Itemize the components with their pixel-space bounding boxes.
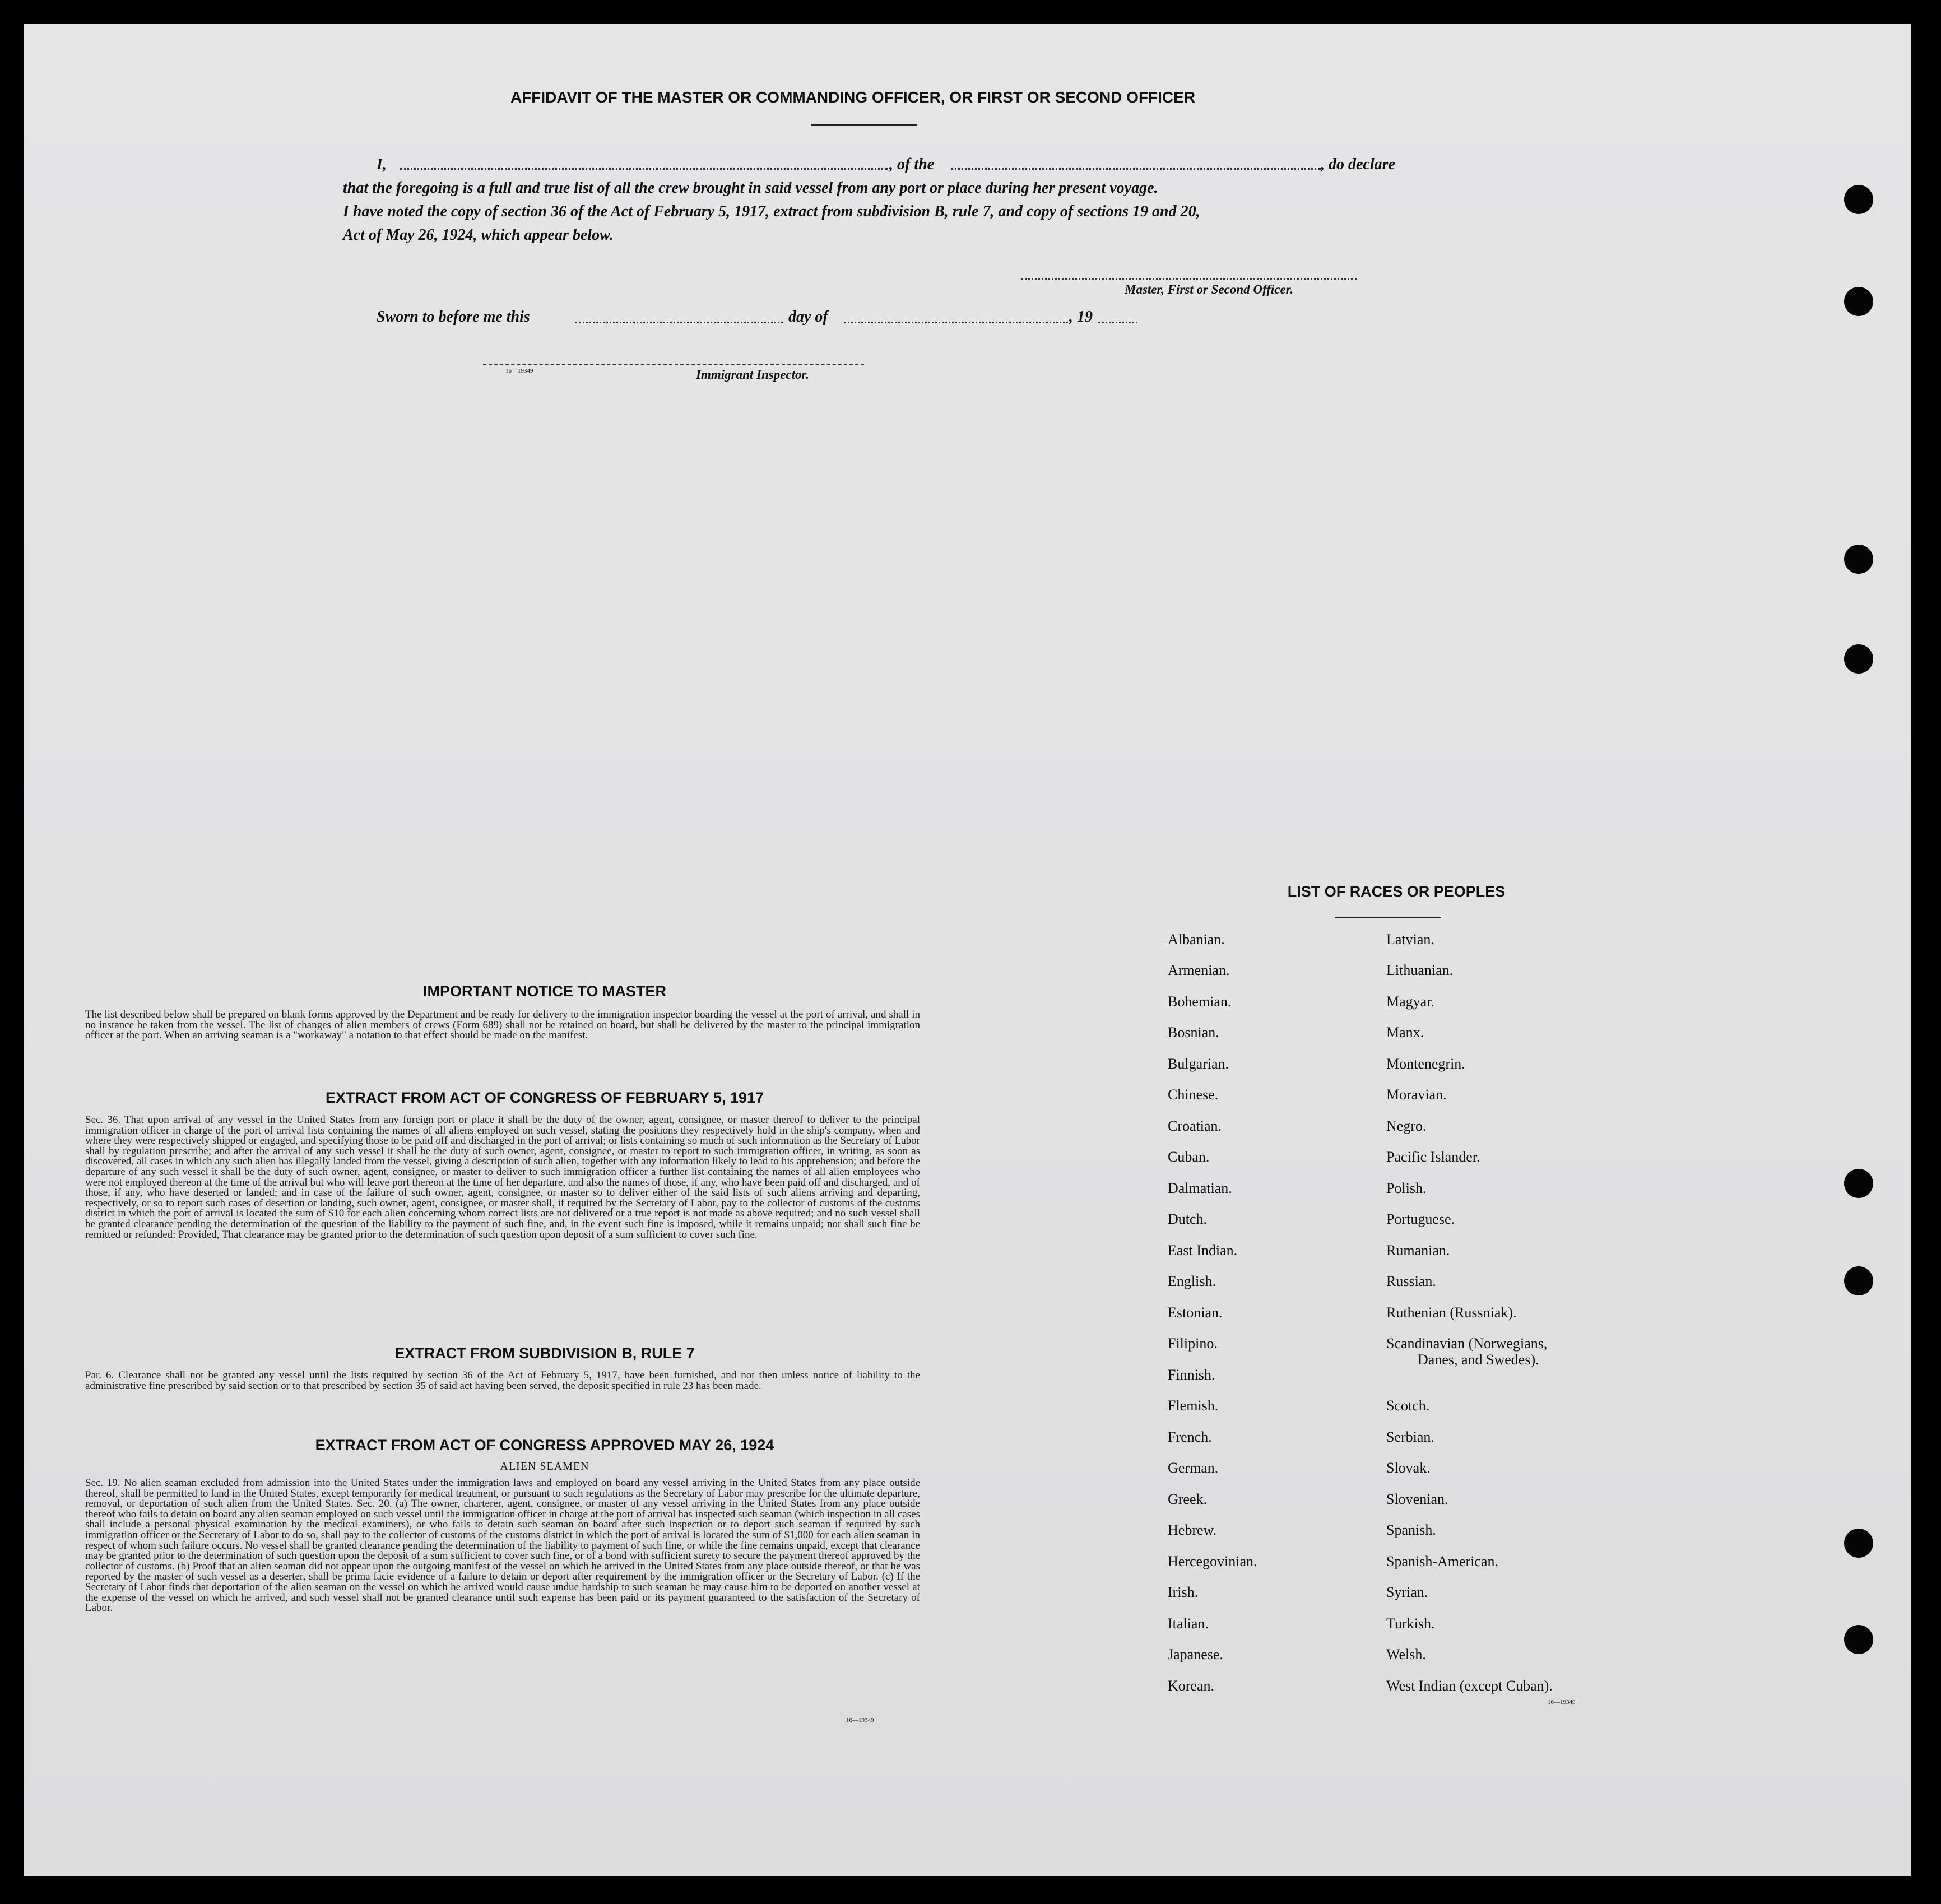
race-item: Scandinavian (Norwegians, — [1386, 1335, 1548, 1352]
race-item: Danes, and Swedes). — [1418, 1352, 1539, 1368]
races-title-underline — [1335, 917, 1441, 918]
race-item: Moravian. — [1386, 1086, 1447, 1103]
sworn-year-field[interactable] — [1098, 322, 1137, 323]
race-item: Spanish. — [1386, 1522, 1436, 1538]
declarant-label: I, — [377, 156, 387, 173]
race-item: Welsh. — [1386, 1646, 1426, 1662]
race-item: Manx. — [1386, 1024, 1424, 1041]
master-signature-label: Master, First or Second Officer. — [1125, 282, 1294, 296]
sworn-month-field[interactable] — [844, 322, 1071, 323]
race-item: Polish. — [1386, 1180, 1427, 1196]
race-item: Croatian. — [1168, 1118, 1222, 1134]
races-title: LIST OF RACES OR PEOPLES — [1287, 883, 1506, 900]
race-item: Bulgarian. — [1168, 1056, 1229, 1072]
race-item: Russian. — [1386, 1273, 1436, 1289]
form-page — [24, 24, 1911, 1876]
race-item: West Indian (except Cuban). — [1386, 1678, 1553, 1694]
race-item: Armenian. — [1168, 962, 1230, 978]
race-item: Italian. — [1168, 1615, 1209, 1632]
extract-1924-body: Sec. 19. No alien seaman excluded from admission into the United States under the immigration laws and employed on board any vessel arriving in the United States from any place outside thereof, shall be permitted to land in the United States, except temporarily for medical treatment, or pursuant to such regulations as the Secretary of Labor may prescribe for the ultimate departure, removal, or deportation of such alien from the United States. Sec. 20. (a) The owner, charterer, agent, consignee, or master of any vessel arriving in the United States from any place outside thereof who fails to detain on board any alien seaman employed on such vessel until the immigration officer in charge at the port of arrival has inspected such seaman (which inspection in all cases shall include a personal physical examination by the medical examiners), or who fails to detain such seaman on board after such inspection or to deport such seaman if required by such immigration officer or the Secretary of Labor to do so, shall pay to the collector of customs of the customs district in which the port of arrival is located the sum of $1,000 for each alien seaman in respect of whom such failure occurs. No vessel shall be granted clearance pending the determination of the liability to payment of such fine, or while the fine remains unpaid, except that clearance may be granted prior to the determination of such question upon the deposit of a sum sufficient to cover such fine, or of a bond with sufficient surety to secure the payment thereof approved by the collector of customs. (b) Proof that an alien seaman did not appear upon the outgoing manifest of the vessel on which he arrived in the United States from any place outside thereof, or that he was reported by the master of such vessel as a deserter, shall be prima facie evidence of a failure to detain or deport after requirement by the immigration officer or the Secretary of Labor. (c) If the Secretary of Labor finds that deportation of the alien seaman on the vessel on which he arrived would cause undue hardship to such seaman he may cause him to be deported on another vessel at the expense of the vessel on which he arrived, and such vessel shall not be granted clearance until such expense has been paid or its payment guaranteed to the satisfaction of the Secretary of Labor. — [85, 1477, 920, 1614]
race-item: Negro. — [1386, 1118, 1427, 1134]
declarant-name-field[interactable] — [400, 168, 888, 170]
race-item: Flemish. — [1168, 1397, 1219, 1414]
race-item: Lithuanian. — [1386, 962, 1454, 978]
form-number-left: 16—19349 — [846, 1717, 874, 1724]
race-item: Finnish. — [1168, 1367, 1215, 1383]
affidavit-line-3: I have noted the copy of section 36 of the Act of February 5, 1917, extract from subdivision B, rule 7, and copy of sections 19 and 20, — [343, 203, 1200, 220]
extract-1917-title: EXTRACT FROM ACT OF CONGRESS OF FEBRUARY 5, 1917 — [325, 1089, 764, 1106]
race-item: Portuguese. — [1386, 1211, 1455, 1227]
race-item: German. — [1168, 1460, 1219, 1476]
inspector-label: Immigrant Inspector. — [696, 368, 809, 382]
rule-7-title: EXTRACT FROM SUBDIVISION B, RULE 7 — [394, 1345, 695, 1362]
affidavit-title: AFFIDAVIT OF THE MASTER OR COMMANDING OFFICER, OR FIRST OR SECOND OFFICER — [510, 89, 1196, 106]
race-item: Scotch. — [1386, 1397, 1430, 1414]
race-item: Montenegrin. — [1386, 1056, 1465, 1072]
punch-hole — [1844, 545, 1873, 574]
form-number: 16—19349 — [505, 368, 533, 374]
race-item: Rumanian. — [1386, 1242, 1450, 1259]
race-item: Serbian. — [1386, 1429, 1434, 1445]
notice-body: The list described below shall be prepared on blank forms approved by the Department and be ready for delivery to the immigration inspector boarding the vessel at the port of arrival, and shall in no instance be taken from the vessel. The list of changes of alien members of crews (Form 689) shall not be retained on board, but shall be delivered by the master to the principal immigration officer at the port. When an arriving seaman is a "workaway" a notation to that effect should be made on the manifest. — [85, 1009, 920, 1042]
race-item: Hebrew. — [1168, 1522, 1217, 1538]
affidavit-line-4: Act of May 26, 1924, which appear below. — [343, 226, 614, 244]
race-item: East Indian. — [1168, 1242, 1238, 1259]
race-item: Korean. — [1168, 1678, 1215, 1694]
race-item: Slovenian. — [1386, 1491, 1448, 1507]
punch-hole — [1844, 1625, 1873, 1654]
race-item: Slovak. — [1386, 1460, 1431, 1476]
race-item: Cuban. — [1168, 1149, 1210, 1165]
race-item: Albanian. — [1168, 931, 1225, 948]
race-item: English. — [1168, 1273, 1216, 1289]
inspector-signature-line — [483, 364, 864, 365]
do-declare-label: , do declare — [1321, 156, 1395, 173]
race-item: Pacific Islander. — [1386, 1149, 1480, 1165]
master-signature-field[interactable] — [1021, 278, 1357, 280]
race-item: Turkish. — [1386, 1615, 1435, 1632]
of-the-label: , of the — [889, 156, 935, 173]
sworn-day-field[interactable] — [575, 322, 783, 323]
rule-7-body: Par. 6. Clearance shall not be granted any vessel until the lists required by section 36 of the Act of February 5, 1917, have been furnished, and not then unless notice of liability to the administrative fine prescribed by said section or to that prescribed by section 35 of said act having been served, the deposit specified in rule 23 has been made. — [85, 1369, 920, 1392]
race-item: Spanish-American. — [1386, 1553, 1499, 1569]
race-item: Dalmatian. — [1168, 1180, 1232, 1196]
race-item: French. — [1168, 1429, 1212, 1445]
race-item: Filipino. — [1168, 1335, 1218, 1352]
alien-seamen-subtitle: ALIEN SEAMEN — [500, 1460, 589, 1473]
punch-hole — [1844, 287, 1873, 316]
notice-title: IMPORTANT NOTICE TO MASTER — [423, 983, 666, 1000]
punch-hole — [1844, 1169, 1873, 1198]
vessel-name-field[interactable] — [951, 168, 1321, 170]
day-of-label: day of — [788, 308, 828, 326]
race-item: Estonian. — [1168, 1304, 1223, 1321]
race-item: Irish. — [1168, 1584, 1199, 1600]
race-item: Bohemian. — [1168, 993, 1232, 1010]
race-item: Magyar. — [1386, 993, 1434, 1010]
extract-1917-body: Sec. 36. That upon arrival of any vessel in the United States from any foreign port or place it shall be the duty of the owner, agent, consignee, or master thereof to deliver to the principal immigration officer in charge of the port of arrival lists containing the names of all aliens employed on such vessel, stating the positions they respectively hold in the ship's company, when and where they were respectively shipped or engaged, and specifying those to be paid off and discharged in the port of arrival; or lists containing so much of such information as the Secretary of Labor shall by regulation prescribe; and after the arrival of any such vessel it shall be the duty of such owner, agent, consignee, or master to report to such immigration officer, in writing, as soon as discovered, all cases in which any such alien has illegally landed from the vessel, giving a description of such alien, together with any information likely to lead to his apprehension; and before the departure of any such vessel it shall be the duty of such owner, agent, consignee, or master to deliver to such immigration officer a further list containing the names of all alien employees who were not employed thereon at the time of the arrival but who will leave port thereon at the time of her departure, and also the names of those, if any, who have been paid off and discharged, and of those, if any, who have deserted or landed; and in case of the failure of such owner, agent, consignee, or master so to deliver either of the said lists of such aliens arriving and departing, respectively, or so to report such cases of desertion or landing, such owner, agent, consignee, or master shall, if required by the Secretary of Labor, pay to the collector of customs of the customs district in which the port of arrival is located the sum of $10 for each alien concerning whom correct lists are not delivered or a true report is not made as above required; and no such vessel shall be granted clearance pending the determination of the question of the liability to the payment of such fine, and, in the event such fine is imposed, while it remains unpaid; nor shall such fine be remitted or refunded: Provided, That clearance may be granted prior to the determination of such question upon deposit of a sum sufficient to cover such fine. — [85, 1114, 920, 1241]
race-item: Bosnian. — [1168, 1024, 1219, 1041]
race-item: Japanese. — [1168, 1646, 1223, 1662]
race-item: Chinese. — [1168, 1086, 1219, 1103]
sworn-label: Sworn to before me this — [377, 308, 530, 326]
year-label: , 19 — [1069, 308, 1093, 326]
extract-1924-title: EXTRACT FROM ACT OF CONGRESS APPROVED MAY 26, 1924 — [315, 1437, 774, 1453]
affidavit-line-2: that the foregoing is a full and true list of all the crew brought in said vessel from any port or place during her present voyage. — [343, 179, 1158, 197]
punch-hole — [1844, 644, 1873, 674]
form-number-right: 16—19349 — [1548, 1699, 1576, 1706]
punch-hole — [1844, 1266, 1873, 1295]
race-item: Hercegovinian. — [1168, 1553, 1257, 1569]
race-item: Dutch. — [1168, 1211, 1208, 1227]
punch-hole — [1844, 1529, 1873, 1558]
race-item: Syrian. — [1386, 1584, 1428, 1600]
race-item: Greek. — [1168, 1491, 1208, 1507]
punch-hole — [1844, 185, 1873, 214]
race-item: Latvian. — [1386, 931, 1434, 948]
title-underline — [811, 124, 917, 126]
race-item: Ruthenian (Russniak). — [1386, 1304, 1517, 1321]
